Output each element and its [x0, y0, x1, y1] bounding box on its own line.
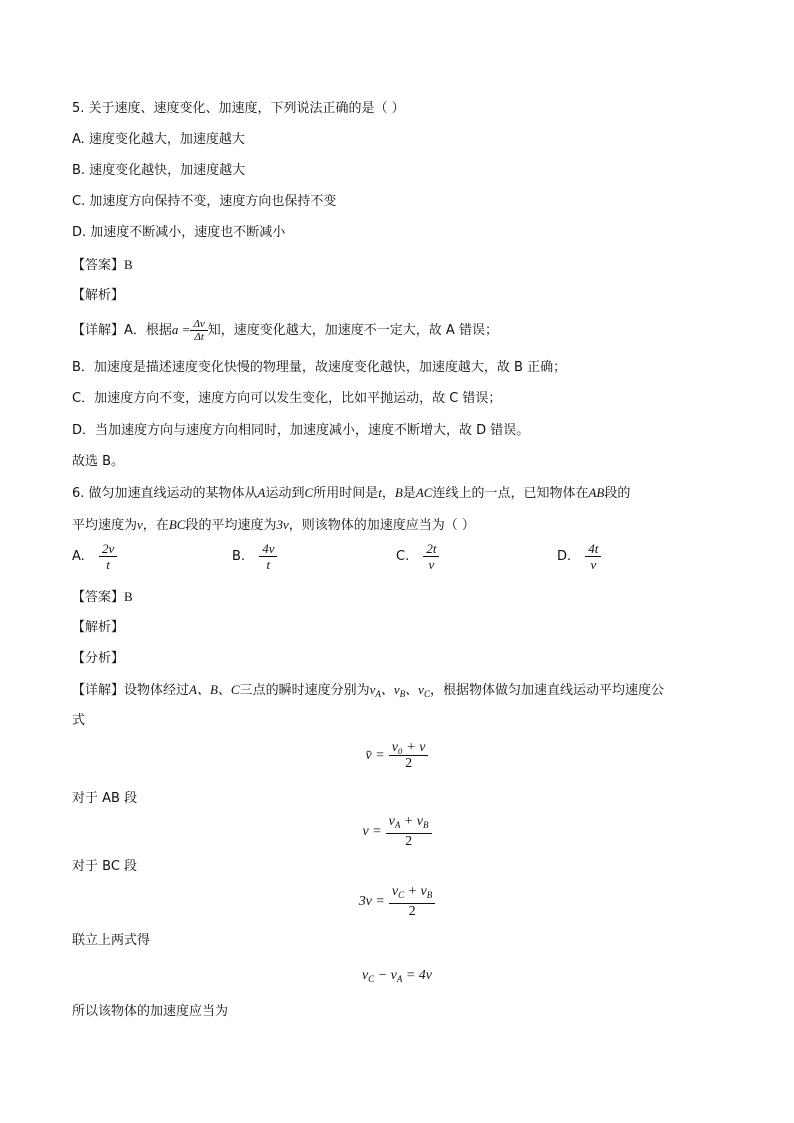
- q5-option-a: A. 速度变化越大，加速度越大: [72, 132, 245, 147]
- eq4: $v_C - v_A = 4v$: [361, 968, 433, 984]
- detail-text: 设物体经过: [124, 683, 190, 698]
- stem-text: 6. 做匀加速直线运动的某物体从: [72, 486, 258, 501]
- q5-option-c: C. 加速度方向保持不变，速度方向也保持不变: [72, 194, 337, 209]
- detail-a-pre: A．根据: [124, 323, 172, 338]
- q6-for-ab: 对于 AB 段: [72, 791, 138, 806]
- eq1-den: 2: [405, 756, 413, 771]
- answer-value: B: [124, 257, 133, 272]
- segment-ac: AC: [415, 485, 433, 500]
- eq3-den: 2: [408, 904, 416, 919]
- q6-option-d: [557, 541, 601, 572]
- detail-text: 三点的瞬时速度分别为: [239, 683, 370, 698]
- option-label: C.: [396, 549, 410, 564]
- eq1-fraction: [389, 740, 429, 771]
- q5-detail-a: [72, 316, 498, 345]
- stem-text: 所用时间是: [313, 486, 379, 501]
- formula-lhs: a =: [171, 322, 191, 337]
- q6-option-b: [232, 541, 277, 572]
- eq3-fraction: [389, 884, 435, 919]
- eq2-lhs: v =: [362, 823, 382, 839]
- option-label: B.: [232, 549, 246, 564]
- var-t: t: [378, 485, 382, 500]
- eq1-num: v₀ + v: [389, 740, 429, 756]
- option-den: v: [428, 557, 435, 572]
- q6-option-a: [72, 541, 117, 572]
- option-den: t: [266, 557, 271, 572]
- stem-text: 段的: [604, 486, 631, 501]
- q5-detail-b: B．加速度是描述速度变化快慢的物理量，故速度变化越快，加速度越大，故 B 正确；: [72, 360, 567, 375]
- q6-analysis-label: 【解析】: [72, 620, 125, 635]
- eq2-fraction: [386, 814, 432, 849]
- detail-text: ，根据物体做匀加速直线运动平均速度公: [429, 683, 664, 698]
- answer-value: B: [124, 589, 133, 604]
- q6-final: 所以该物体的加速度应当为: [72, 1004, 229, 1019]
- var-v: v: [137, 517, 143, 532]
- option-label: A.: [72, 549, 85, 564]
- formula-num: Δv: [190, 318, 207, 331]
- stem-text: 段的平均速度为: [185, 518, 277, 533]
- q6-option-c: [396, 541, 439, 572]
- option-num: 2t: [423, 541, 439, 557]
- q6-detail-line2: 式: [72, 713, 86, 728]
- q6-fenxi-label: 【分析】: [72, 651, 125, 666]
- answer-label: 【答案】: [72, 590, 125, 605]
- q5-detail-c: C．加速度方向不变，速度方向可以发生变化，比如平抛运动，故 C 错误；: [72, 391, 502, 406]
- equation-average-velocity: [0, 740, 794, 771]
- option-num: 4v: [259, 541, 277, 557]
- equation-difference: [0, 968, 794, 984]
- var-3v: 3v: [276, 517, 289, 532]
- stem-text: ，则该物体的加速度应当为（ ）: [288, 518, 475, 533]
- equation-ab: [0, 814, 794, 849]
- q6-answer: [72, 589, 133, 606]
- q5-stem: 5. 关于速度、速度变化、加速度，下列说法正确的是（ ）: [72, 101, 405, 116]
- q6-stem-line1: [72, 485, 630, 502]
- eq3-num: $v_C + v_B$: [389, 884, 435, 904]
- stem-text: 连线上的一点，已知物体在: [432, 486, 589, 501]
- formula-fraction: [190, 318, 207, 343]
- q5-analysis-label: 【解析】: [72, 288, 125, 303]
- q6-combine: 联立上两式得: [72, 933, 151, 948]
- velocities: $v_A$、$v_B$、$v_C$: [369, 682, 430, 699]
- detail-label: 【详解】: [72, 323, 125, 338]
- q6-for-bc: 对于 BC 段: [72, 859, 138, 874]
- option-fraction: [585, 541, 601, 572]
- q5-detail-d: D．当加速度方向与速度方向相同时，加速度减小，速度不断增大，故 D 错误。: [72, 423, 530, 438]
- option-den: t: [106, 557, 110, 572]
- eq3-lhs: 3v =: [358, 893, 385, 909]
- point-c: C: [304, 485, 314, 500]
- option-den: v: [590, 557, 597, 572]
- q5-conclusion: 故选 B。: [72, 454, 125, 469]
- stem-text: 平均速度为: [72, 518, 138, 533]
- stem-text: ，: [381, 486, 395, 501]
- q6-detail-line1: [72, 682, 664, 702]
- stem-text: 运动到: [265, 486, 305, 501]
- formula-den: Δt: [194, 331, 204, 343]
- option-fraction: [259, 541, 277, 572]
- segment-bc: BC: [168, 517, 186, 532]
- detail-label: 【详解】: [72, 683, 125, 698]
- stem-text: 是: [402, 486, 416, 501]
- detail-a-post: 知，速度变化越大，加速度不一定大，故 A 错误；: [207, 323, 498, 338]
- option-label: D.: [557, 549, 572, 564]
- eq2-num: $v_A + v_B$: [386, 814, 432, 834]
- answer-label: 【答案】: [72, 258, 125, 273]
- point-b: B: [394, 485, 403, 500]
- q5-answer: [72, 257, 133, 274]
- option-num: 4t: [585, 541, 601, 557]
- eq1-lhs: v̄ =: [365, 747, 385, 763]
- option-fraction: [99, 541, 117, 572]
- segment-ab: AB: [588, 485, 605, 500]
- option-fraction: [423, 541, 439, 572]
- q6-stem-line2: [72, 517, 475, 534]
- q5-option-b: B. 速度变化越快，加速度越大: [72, 163, 246, 178]
- eq2-den: 2: [405, 834, 413, 849]
- q5-option-d: D. 加速度不断减小，速度也不断减小: [72, 225, 286, 240]
- stem-text: ，在: [142, 518, 169, 533]
- option-num: 2v: [99, 541, 117, 557]
- points-abc: A、B、C: [189, 682, 240, 697]
- point-a: A: [257, 485, 266, 500]
- equation-bc: [0, 884, 794, 919]
